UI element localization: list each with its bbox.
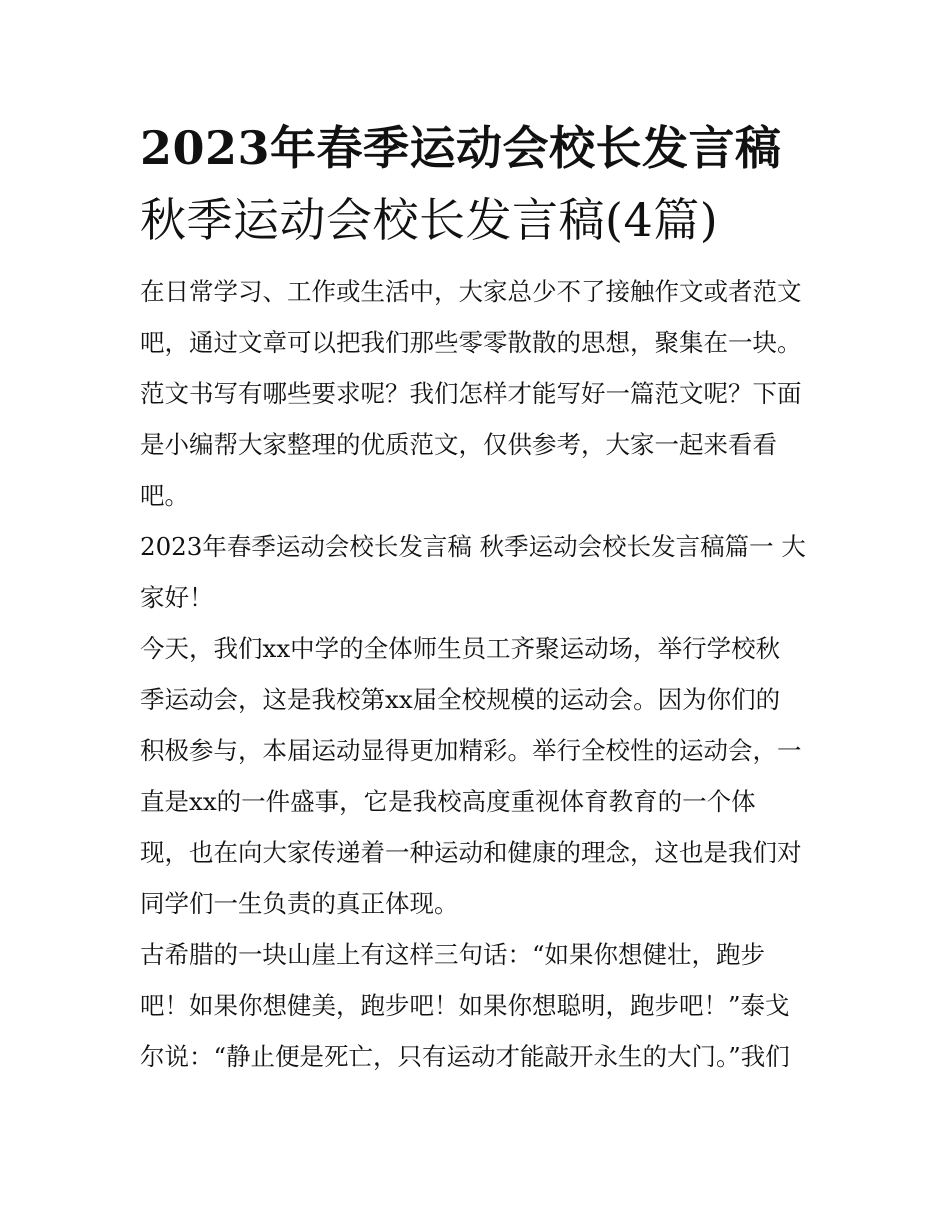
text-line: 直是xx的一件盛事，它是我校高度重视体育教育的一个体: [140, 787, 756, 816]
text-line: 同学们一生负责的真正体现。: [140, 889, 459, 918]
text-line: 范文书写有哪些要求呢？我们怎样才能写好一篇范文呢？下面: [140, 379, 802, 408]
title-line-1: 2023年春季运动会校长发言稿: [140, 121, 782, 175]
text-line: 积极参与，本届运动显得更加精彩。举行全校性的运动会，一: [140, 736, 802, 765]
text-line: 在日常学习、工作或生活中，大家总少不了接触作文或者范文: [140, 277, 802, 306]
document-body: [140, 266, 812, 1082]
text-line: 古希腊的一块山崖上有这样三句话：“如果你想健壮，跑步: [140, 940, 766, 969]
text-line: 2023年春季运动会校长发言稿 秋季运动会校长发言稿篇一 大: [140, 532, 806, 561]
document-page: [140, 112, 812, 1082]
paragraph-quotes: [140, 929, 812, 1082]
text-line: 吧，通过文章可以把我们那些零零散散的思想，聚集在一块。: [140, 328, 802, 357]
paragraph-speech-opening: [140, 623, 812, 929]
title-line-2: 秋季运动会校长发言稿(4篇): [140, 193, 719, 247]
text-line: 季运动会，这是我校第xx届全校规模的运动会。因为你们的: [140, 685, 781, 714]
paragraph-heading-greeting: [140, 521, 812, 623]
paragraph-intro: [140, 266, 812, 521]
text-line: 尔说：“静止便是死亡，只有运动才能敲开永生的大门。”我们: [140, 1042, 790, 1071]
text-line: 吧！如果你想健美，跑步吧！如果你想聪明，跑步吧！”泰戈: [140, 991, 790, 1020]
text-line: 家好！: [140, 583, 214, 612]
document-title: [140, 112, 812, 256]
text-line: 吧。: [140, 481, 189, 510]
text-line: 现，也在向大家传递着一种运动和健康的理念，这也是我们对: [140, 838, 802, 867]
text-line: 是小编帮大家整理的优质范文，仅供参考，大家一起来看看: [140, 430, 777, 459]
text-line: 今天，我们xx中学的全体师生员工齐聚运动场，举行学校秋: [140, 634, 781, 663]
